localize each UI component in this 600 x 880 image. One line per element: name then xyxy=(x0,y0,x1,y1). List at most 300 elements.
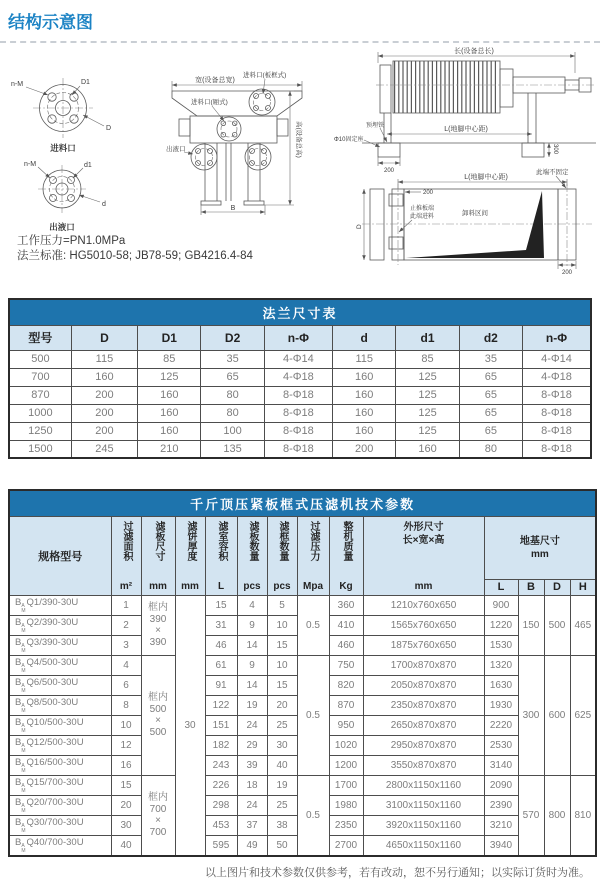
plan-d-dim: D xyxy=(356,224,363,229)
flange-col-d2: d2 xyxy=(459,325,522,350)
model-part xyxy=(21,644,25,654)
flange-table-header-row xyxy=(9,325,591,350)
area-cell: 16 xyxy=(111,755,141,775)
plate-qty-cell: 18 xyxy=(237,775,267,795)
foundation-h-cell: 625 xyxy=(570,655,596,775)
model-cell xyxy=(9,675,111,695)
tech-col-plate-qty-unit: pcs xyxy=(243,580,261,592)
volume-cell: 46 xyxy=(205,635,237,655)
volume-cell: 31 xyxy=(205,615,237,635)
model-part: M xyxy=(21,607,26,614)
model-part: A xyxy=(21,822,25,829)
tech-col-pressure-label: 过滤压力 xyxy=(308,520,319,561)
plate-qty-cell: 37 xyxy=(237,815,267,835)
model-part: A xyxy=(21,722,25,729)
model-part: Q4/500-30U xyxy=(26,656,79,668)
model-part: Q6/500-30U xyxy=(26,676,79,688)
flange-cell: 1250 xyxy=(9,422,71,440)
plan-thrust-label-1: 止推板端 xyxy=(410,206,435,212)
structure-diagram xyxy=(0,43,600,293)
foundation-l-cell: 1630 xyxy=(484,675,518,695)
frame-qty-cell: 19 xyxy=(267,775,297,795)
plate-size-line: 框内 xyxy=(148,792,168,803)
flange-cell: 160 xyxy=(333,386,396,404)
flange-cell: 160 xyxy=(333,422,396,440)
flange-cell: 65 xyxy=(459,422,522,440)
flange-row xyxy=(9,404,591,422)
area-cell: 40 xyxy=(111,835,141,856)
page xyxy=(0,8,600,879)
flange-row xyxy=(9,368,591,386)
weight-cell: 1020 xyxy=(329,735,363,755)
flange-cell: 700 xyxy=(9,368,71,386)
tech-col-area xyxy=(111,516,141,595)
flange-cell: 85 xyxy=(138,350,201,368)
model-part: B xyxy=(15,636,22,648)
plate-size-line: 500 xyxy=(149,703,167,715)
model-part xyxy=(21,704,25,714)
model-part: Q10/500-30U xyxy=(26,716,84,728)
area-cell: 30 xyxy=(111,815,141,835)
flange-cell: 200 xyxy=(71,404,137,422)
flange-cell: 8-Φ18 xyxy=(264,440,332,458)
tech-table xyxy=(8,489,597,857)
model-part: A xyxy=(21,742,25,749)
foundation-b-cell: 150 xyxy=(518,595,544,655)
model-part: Q8/500-30U xyxy=(26,696,79,708)
flange-cell: 245 xyxy=(71,440,137,458)
tech-table-header-row xyxy=(9,516,596,579)
pressure-cell: 0.5 xyxy=(297,655,329,775)
weight-cell: 870 xyxy=(329,695,363,715)
overall-dims-cell: 2050x870x870 xyxy=(363,675,484,695)
plate-size-line: × xyxy=(155,715,161,726)
model-cell xyxy=(9,815,111,835)
flange-cell: 160 xyxy=(333,368,396,386)
foundation-l-cell: 2530 xyxy=(484,735,518,755)
plate-size-line: 700 xyxy=(149,826,167,838)
tech-col-overall-label: 外形尺寸 xyxy=(403,521,444,533)
tech-col-plate-size-label: 滤板尺寸 xyxy=(153,520,164,561)
model-cell xyxy=(9,775,111,795)
weight-cell: 750 xyxy=(329,655,363,675)
plate-qty-cell: 19 xyxy=(237,695,267,715)
flange-cell: 35 xyxy=(201,350,264,368)
flange-col-d1: d1 xyxy=(396,325,459,350)
model-part: A xyxy=(21,662,25,669)
plate-qty-cell: 39 xyxy=(237,755,267,775)
flange-row xyxy=(9,422,591,440)
tech-table-title: 千斤顶压紧板框式压滤机技术参数 xyxy=(9,490,596,516)
overall-dims-cell: 3920x1150x1160 xyxy=(363,815,484,835)
area-cell: 6 xyxy=(111,675,141,695)
plate-size-line: 框内 xyxy=(148,602,168,613)
weight-cell: 460 xyxy=(329,635,363,655)
model-cell xyxy=(9,655,111,675)
flange-cell: 100 xyxy=(201,422,264,440)
side-fix-label: Φ10固定座 xyxy=(334,137,364,143)
model-part xyxy=(21,624,25,634)
model-cell xyxy=(9,755,111,775)
flange-cell: 65 xyxy=(459,368,522,386)
tech-col-cake-unit: mm xyxy=(181,580,199,592)
volume-cell: 15 xyxy=(205,595,237,615)
foundation-l-cell: 900 xyxy=(484,595,518,615)
plate-size-line: 框内 xyxy=(148,692,168,703)
flange-cell: 125 xyxy=(138,368,201,386)
tech-col-pressure-unit: Mpa xyxy=(303,580,323,592)
tech-col-volume xyxy=(205,516,237,595)
weight-cell: 1200 xyxy=(329,755,363,775)
model-part: A xyxy=(21,602,25,609)
plate-qty-cell: 24 xyxy=(237,795,267,815)
overall-dims-cell: 2650x870x870 xyxy=(363,715,484,735)
tech-col-plate-size-unit: mm xyxy=(149,580,167,592)
tech-row xyxy=(9,775,596,795)
flange-cell: 135 xyxy=(201,440,264,458)
model-part: M xyxy=(21,787,26,794)
area-cell: 4 xyxy=(111,655,141,675)
volume-cell: 61 xyxy=(205,655,237,675)
overall-dims-cell: 3550x870x870 xyxy=(363,755,484,775)
weight-cell: 410 xyxy=(329,615,363,635)
model-part xyxy=(21,664,25,674)
tech-col-foundation-label: 地基尺寸 xyxy=(519,535,560,547)
flange-cell: 1000 xyxy=(9,404,71,422)
volume-cell: 243 xyxy=(205,755,237,775)
plate-size-cell xyxy=(141,595,175,655)
flange-col-d: d xyxy=(333,325,396,350)
foundation-b-cell: 570 xyxy=(518,775,544,856)
cake-thickness-cell: 30 xyxy=(175,595,205,856)
tech-col-foundation-l: L xyxy=(484,579,518,595)
volume-cell: 595 xyxy=(205,835,237,856)
flange-cell: 65 xyxy=(201,368,264,386)
flange-cell: 125 xyxy=(396,404,459,422)
overall-dims-cell: 2350x870x870 xyxy=(363,695,484,715)
foundation-l-cell: 2390 xyxy=(484,795,518,815)
plan-thrust-label-2: 此端进料 xyxy=(410,214,435,220)
foundation-d-cell: 800 xyxy=(544,775,570,856)
model-part: M xyxy=(21,627,26,634)
tech-col-weight xyxy=(329,516,363,595)
tech-col-model: 规格型号 xyxy=(9,516,111,595)
tech-col-cake xyxy=(175,516,205,595)
model-cell xyxy=(9,695,111,715)
model-part xyxy=(21,804,25,814)
tech-col-overall xyxy=(363,516,484,595)
model-cell xyxy=(9,635,111,655)
feed-flange-d1-label: D1 xyxy=(81,79,90,86)
frame-qty-cell: 30 xyxy=(267,735,297,755)
flange-cell: 125 xyxy=(396,422,459,440)
frame-qty-cell: 50 xyxy=(267,835,297,856)
area-cell: 20 xyxy=(111,795,141,815)
footer-note: 以上图片和技术参数仅供参考，若有改动，恕不另行通知；以实际订货时为准。 xyxy=(205,866,590,879)
flange-table-title-row xyxy=(9,299,591,325)
flange-cell: 8-Φ18 xyxy=(264,404,332,422)
overall-dims-cell: 1565x760x650 xyxy=(363,615,484,635)
flange-cell: 500 xyxy=(9,350,71,368)
volume-cell: 298 xyxy=(205,795,237,815)
model-part: M xyxy=(21,667,26,674)
tech-col-volume-unit: L xyxy=(217,580,225,592)
front-feed-frame-label: 进料口(板框式) xyxy=(243,72,287,79)
model-part: A xyxy=(21,802,25,809)
plate-qty-cell: 14 xyxy=(237,635,267,655)
tech-col-overall-labels xyxy=(403,521,445,547)
plate-qty-cell: 4 xyxy=(237,595,267,615)
model-part: M xyxy=(21,807,26,814)
overall-dims-cell: 3100x1150x1160 xyxy=(363,795,484,815)
flange-cell: 160 xyxy=(138,404,201,422)
flange-cell: 200 xyxy=(71,422,137,440)
weight-cell: 2700 xyxy=(329,835,363,856)
model-part: M xyxy=(21,687,26,694)
front-height-dim: 高(设备总高) xyxy=(295,121,302,158)
foundation-d-cell: 600 xyxy=(544,655,570,775)
model-part xyxy=(21,684,25,694)
frame-qty-cell: 25 xyxy=(267,715,297,735)
weight-cell: 1980 xyxy=(329,795,363,815)
foundation-l-cell: 3210 xyxy=(484,815,518,835)
area-cell: 10 xyxy=(111,715,141,735)
model-part xyxy=(21,784,25,794)
model-part xyxy=(21,724,25,734)
foundation-b-cell: 300 xyxy=(518,655,544,775)
pressure-cell: 0.5 xyxy=(297,595,329,655)
outlet-flange-d1-label: d1 xyxy=(84,162,92,169)
model-part: B xyxy=(15,616,22,628)
flange-cell: 8-Φ18 xyxy=(264,422,332,440)
flange-cell: 8-Φ18 xyxy=(523,386,592,404)
area-cell: 15 xyxy=(111,775,141,795)
model-part: B xyxy=(15,816,22,828)
volume-cell: 91 xyxy=(205,675,237,695)
model-part xyxy=(21,844,25,854)
flange-col-D2: D2 xyxy=(201,325,264,350)
area-cell: 8 xyxy=(111,695,141,715)
plate-qty-cell: 9 xyxy=(237,615,267,635)
weight-cell: 360 xyxy=(329,595,363,615)
feed-flange-caption: 进料口 xyxy=(50,143,76,153)
flange-cell: 160 xyxy=(138,422,201,440)
tech-table-title-row xyxy=(9,490,596,516)
plate-size-line: × xyxy=(155,625,161,636)
plan-discharge-label: 卸料区间 xyxy=(462,210,488,217)
model-part: B xyxy=(15,716,22,728)
model-part: B xyxy=(15,676,22,688)
model-cell xyxy=(9,735,111,755)
flange-table-body xyxy=(9,350,591,458)
model-part: Q16/500-30U xyxy=(26,756,84,768)
flange-cell: 870 xyxy=(9,386,71,404)
plan-view-drawing xyxy=(356,167,592,276)
flange-cell: 8-Φ18 xyxy=(523,440,592,458)
drawing-notes xyxy=(17,233,253,262)
pressure-cell: 0.5 xyxy=(297,775,329,856)
weight-cell: 820 xyxy=(329,675,363,695)
tech-col-foundation-unit: mm xyxy=(530,548,549,560)
plan-free-end-label: 此端不固定 xyxy=(536,169,569,176)
model-part xyxy=(21,744,25,754)
tech-col-weight-label: 整机质量 xyxy=(341,520,352,561)
flange-col-D: D xyxy=(71,325,137,350)
page-title: 结构示意图 xyxy=(8,13,93,32)
flange-table xyxy=(8,298,592,459)
model-part: A xyxy=(21,842,25,849)
tech-col-plate-size xyxy=(141,516,175,595)
flange-col-nphi-2: n-Φ xyxy=(523,325,592,350)
flange-col-D1: D1 xyxy=(138,325,201,350)
flange-cell: 1500 xyxy=(9,440,71,458)
model-part: B xyxy=(15,736,22,748)
model-part: M xyxy=(21,847,26,854)
frame-qty-cell: 15 xyxy=(267,635,297,655)
overall-dims-cell: 2800x1150x1160 xyxy=(363,775,484,795)
front-outlet-label: 出液口 xyxy=(166,146,186,153)
frame-qty-cell: 10 xyxy=(267,655,297,675)
area-cell: 1 xyxy=(111,595,141,615)
foundation-d-cell: 500 xyxy=(544,595,570,655)
plate-size-line: 500 xyxy=(149,726,167,738)
model-part: Q15/700-30U xyxy=(26,776,84,788)
foundation-h-cell: 810 xyxy=(570,775,596,856)
volume-cell: 151 xyxy=(205,715,237,735)
plate-size-line: 390 xyxy=(149,613,167,625)
frame-qty-cell: 38 xyxy=(267,815,297,835)
tech-col-frame-qty xyxy=(267,516,297,595)
tech-table-body xyxy=(9,595,596,856)
flange-cell: 200 xyxy=(71,386,137,404)
model-part: A xyxy=(21,682,25,689)
plan-200-top-dim: 200 xyxy=(423,190,434,196)
model-part: M xyxy=(21,707,26,714)
side-embed-label: 预埋铁 xyxy=(366,123,385,129)
flange-cell: 4-Φ18 xyxy=(264,368,332,386)
foundation-l-cell: 2090 xyxy=(484,775,518,795)
tech-col-weight-unit: Kg xyxy=(339,580,353,592)
feed-flange-nm-label: n-M xyxy=(11,81,24,88)
plate-size-cell xyxy=(141,655,175,775)
flange-cell: 4-Φ18 xyxy=(523,368,592,386)
flange-cell: 125 xyxy=(396,386,459,404)
tech-col-frame-qty-unit: pcs xyxy=(273,580,291,592)
flange-cell: 160 xyxy=(333,404,396,422)
model-part: B xyxy=(15,776,22,788)
flange-cell: 160 xyxy=(396,440,459,458)
model-part: M xyxy=(21,827,26,834)
tech-col-foundation-d: D xyxy=(544,579,570,595)
flange-cell: 160 xyxy=(138,386,201,404)
outlet-flange-caption: 出液口 xyxy=(49,222,75,232)
model-cell xyxy=(9,595,111,615)
tech-col-cake-label: 滤饼厚度 xyxy=(185,520,196,561)
model-part: Q2/390-30U xyxy=(26,616,79,628)
model-part: B xyxy=(15,796,22,808)
tech-col-area-label: 过滤面积 xyxy=(121,520,132,561)
flange-cell: 210 xyxy=(138,440,201,458)
frame-qty-cell: 5 xyxy=(267,595,297,615)
foundation-l-cell: 1320 xyxy=(484,655,518,675)
foundation-l-cell: 1220 xyxy=(484,615,518,635)
flange-cell: 85 xyxy=(396,350,459,368)
model-part: B xyxy=(15,596,22,608)
foundation-l-cell: 2220 xyxy=(484,715,518,735)
model-part xyxy=(21,604,25,614)
tech-col-foundation xyxy=(484,516,596,579)
model-part: A xyxy=(21,702,25,709)
flange-cell: 115 xyxy=(333,350,396,368)
outlet-flange-drawing xyxy=(24,161,106,232)
working-pressure-note: 工作压力=PN1.0MPa xyxy=(17,235,126,247)
model-part: B xyxy=(15,756,22,768)
outlet-flange-nm-label: n-M xyxy=(24,161,37,168)
plan-anchor-dim: L(地脚中心距) xyxy=(464,174,508,181)
weight-cell: 2350 xyxy=(329,815,363,835)
plate-qty-cell: 9 xyxy=(237,655,267,675)
model-part: Q20/700-30U xyxy=(26,796,84,808)
flange-cell: 200 xyxy=(333,440,396,458)
model-part: Q40/700-30U xyxy=(26,836,84,848)
model-part: M xyxy=(21,767,26,774)
model-part: A xyxy=(21,642,25,649)
model-part: M xyxy=(21,647,26,654)
model-part: M xyxy=(21,727,26,734)
front-width-dim: 宽(设备总宽) xyxy=(195,77,235,84)
side-300-dim: 300 xyxy=(552,144,558,155)
plate-size-cell xyxy=(141,775,175,856)
plate-qty-cell: 14 xyxy=(237,675,267,695)
model-part: M xyxy=(21,747,26,754)
side-view-drawing xyxy=(334,46,596,174)
tech-col-overall-unit: mm xyxy=(414,580,433,592)
plate-qty-cell: 49 xyxy=(237,835,267,856)
plate-qty-cell: 29 xyxy=(237,735,267,755)
flange-row xyxy=(9,440,591,458)
model-part: Q12/500-30U xyxy=(26,736,84,748)
flange-row xyxy=(9,350,591,368)
volume-cell: 453 xyxy=(205,815,237,835)
frame-qty-cell: 15 xyxy=(267,675,297,695)
flange-standard-note: 法兰标准: HG5010-58; JB78-59; GB4216.4-84 xyxy=(17,250,253,262)
flange-cell: 8-Φ18 xyxy=(523,404,592,422)
frame-qty-cell: 40 xyxy=(267,755,297,775)
model-part: A xyxy=(21,622,25,629)
side-anchor-dim: L(地脚中心距) xyxy=(444,126,488,133)
foundation-l-cell: 3940 xyxy=(484,835,518,856)
flange-cell: 115 xyxy=(71,350,137,368)
model-part: A xyxy=(21,782,25,789)
model-part: B xyxy=(15,656,22,668)
model-cell xyxy=(9,835,111,856)
tech-col-volume-label: 滤室容积 xyxy=(216,520,227,561)
frame-qty-cell: 20 xyxy=(267,695,297,715)
flange-table-title: 法兰尺寸表 xyxy=(9,299,591,325)
area-cell: 3 xyxy=(111,635,141,655)
overall-dims-cell: 2950x870x870 xyxy=(363,735,484,755)
tech-col-pressure xyxy=(297,516,329,595)
side-200-dim: 200 xyxy=(383,168,395,174)
tech-col-foundation-b: B xyxy=(518,579,544,595)
overall-dims-cell: 1875x760x650 xyxy=(363,635,484,655)
flange-col-model: 型号 xyxy=(9,325,71,350)
plate-size-line: × xyxy=(155,815,161,826)
model-part xyxy=(21,824,25,834)
overall-dims-cell: 1210x760x650 xyxy=(363,595,484,615)
front-feed-chamber-label: 进料口(厢式) xyxy=(191,99,228,106)
model-cell xyxy=(9,615,111,635)
